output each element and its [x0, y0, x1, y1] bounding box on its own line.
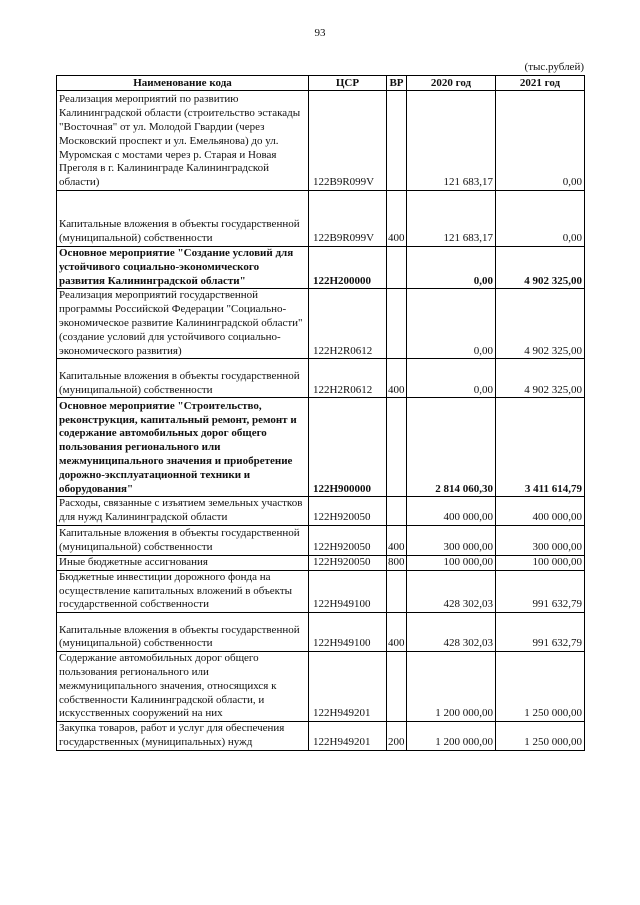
row-vr: 400 — [387, 525, 407, 555]
table-row — [57, 247, 585, 289]
row-value-2021: 991 632,79 — [496, 613, 585, 652]
table-row — [57, 497, 585, 526]
row-value-2020: 0,00 — [407, 359, 496, 398]
units-label: (тыс.рублей) — [524, 61, 584, 73]
table-row — [57, 398, 585, 497]
row-csr: 122В9R099V — [309, 91, 387, 191]
row-value-2020: 121 683,17 — [407, 191, 496, 247]
row-csr: 122В9R099V — [309, 191, 387, 247]
row-name: Реализация мероприятий по развитию Калининградской области (строительство эстакады "Восточная" от ул. Молодой Гвардии (через Московский проспект и ул. Емельянова) до ул. Муромская с мостами через р. Старая и Новая Преголя в г. Калининграде Калининградской области) — [57, 91, 309, 191]
row-csr: 122Н920050 — [309, 497, 387, 526]
row-vr: 400 — [387, 613, 407, 652]
row-csr: 122Н900000 — [309, 398, 387, 497]
row-value-2020: 1 200 000,00 — [407, 722, 496, 751]
row-name: Капитальные вложения в объекты государственной (муниципальной) собственности — [57, 525, 309, 555]
row-name: Закупка товаров, работ и услуг для обеспечения государственных (муниципальных) нужд — [57, 722, 309, 751]
row-name: Основное мероприятие "Создание условий для устойчивого социально-экономического развития Калининградской области" — [57, 247, 309, 289]
page-number: 93 — [314, 27, 326, 39]
row-value-2020: 428 302,03 — [407, 570, 496, 612]
row-name: Капитальные вложения в объекты государственной (муниципальной) собственности — [57, 359, 309, 398]
row-value-2020: 300 000,00 — [407, 525, 496, 555]
row-csr: 122Н949100 — [309, 570, 387, 612]
row-value-2021: 4 902 325,00 — [496, 247, 585, 289]
header-2021: 2021 год — [496, 76, 585, 91]
row-name: Содержание автомобильных дорог общего пользования регионального или межмуниципального значения, относящихся к собственности Калининградской области, и искусственных сооружений на них — [57, 652, 309, 722]
table-row — [57, 91, 585, 191]
row-vr — [387, 570, 407, 612]
table-row — [57, 359, 585, 398]
row-vr: 400 — [387, 191, 407, 247]
row-value-2021: 3 411 614,79 — [496, 398, 585, 497]
header-csr: ЦСР — [309, 76, 387, 91]
row-value-2020: 121 683,17 — [407, 91, 496, 191]
row-vr — [387, 247, 407, 289]
row-value-2021: 1 250 000,00 — [496, 652, 585, 722]
row-vr — [387, 289, 407, 359]
table-row — [57, 722, 585, 751]
row-csr: 122Н949201 — [309, 652, 387, 722]
row-value-2021: 0,00 — [496, 191, 585, 247]
row-csr: 122Н949201 — [309, 722, 387, 751]
row-value-2020: 0,00 — [407, 247, 496, 289]
budget-table — [56, 75, 585, 751]
row-value-2021: 100 000,00 — [496, 555, 585, 570]
header-2020: 2020 год — [407, 76, 496, 91]
table-row — [57, 570, 585, 612]
row-value-2021: 300 000,00 — [496, 525, 585, 555]
table-row — [57, 555, 585, 570]
table-row — [57, 289, 585, 359]
row-name: Иные бюджетные ассигнования — [57, 555, 309, 570]
table-row — [57, 191, 585, 247]
row-name: Реализация мероприятий государственной программы Российской Федерации "Социально-экономическое развитие Калининградской области" (создание условий для устойчивого социально-экономического развития) — [57, 289, 309, 359]
row-vr — [387, 652, 407, 722]
header-name: Наименование кода — [57, 76, 309, 91]
row-value-2020: 100 000,00 — [407, 555, 496, 570]
row-value-2021: 0,00 — [496, 91, 585, 191]
row-name: Расходы, связанные с изъятием земельных участков для нужд Калининградской области — [57, 497, 309, 526]
row-name: Основное мероприятие "Строительство, реконструкция, капитальный ремонт, ремонт и содержание автомобильных дорог общего пользования регионального или межмуниципального значения и приобретение дорожно-эксплуатационной техники и оборудования" — [57, 398, 309, 497]
row-vr — [387, 398, 407, 497]
row-value-2020: 0,00 — [407, 289, 496, 359]
row-value-2021: 400 000,00 — [496, 497, 585, 526]
row-csr: 122Н2R0612 — [309, 289, 387, 359]
row-value-2021: 4 902 325,00 — [496, 359, 585, 398]
row-csr: 122Н200000 — [309, 247, 387, 289]
table-row — [57, 613, 585, 652]
row-csr: 122Н2R0612 — [309, 359, 387, 398]
row-vr: 800 — [387, 555, 407, 570]
row-vr: 400 — [387, 359, 407, 398]
row-vr — [387, 497, 407, 526]
row-vr: 200 — [387, 722, 407, 751]
row-value-2020: 428 302,03 — [407, 613, 496, 652]
row-value-2020: 1 200 000,00 — [407, 652, 496, 722]
table-header-row — [57, 76, 585, 91]
row-value-2021: 991 632,79 — [496, 570, 585, 612]
row-csr: 122Н920050 — [309, 555, 387, 570]
row-value-2020: 2 814 060,30 — [407, 398, 496, 497]
table-row — [57, 652, 585, 722]
row-vr — [387, 91, 407, 191]
row-name: Капитальные вложения в объекты государственной (муниципальной) собственности — [57, 613, 309, 652]
row-csr: 122Н920050 — [309, 525, 387, 555]
table-row — [57, 525, 585, 555]
row-value-2021: 1 250 000,00 — [496, 722, 585, 751]
header-vr: ВР — [387, 76, 407, 91]
row-csr: 122Н949100 — [309, 613, 387, 652]
row-value-2021: 4 902 325,00 — [496, 289, 585, 359]
row-name: Бюджетные инвестиции дорожного фонда на осуществление капитальных вложений в объекты государственной собственности — [57, 570, 309, 612]
row-value-2020: 400 000,00 — [407, 497, 496, 526]
row-name: Капитальные вложения в объекты государственной (муниципальной) собственности — [57, 191, 309, 247]
